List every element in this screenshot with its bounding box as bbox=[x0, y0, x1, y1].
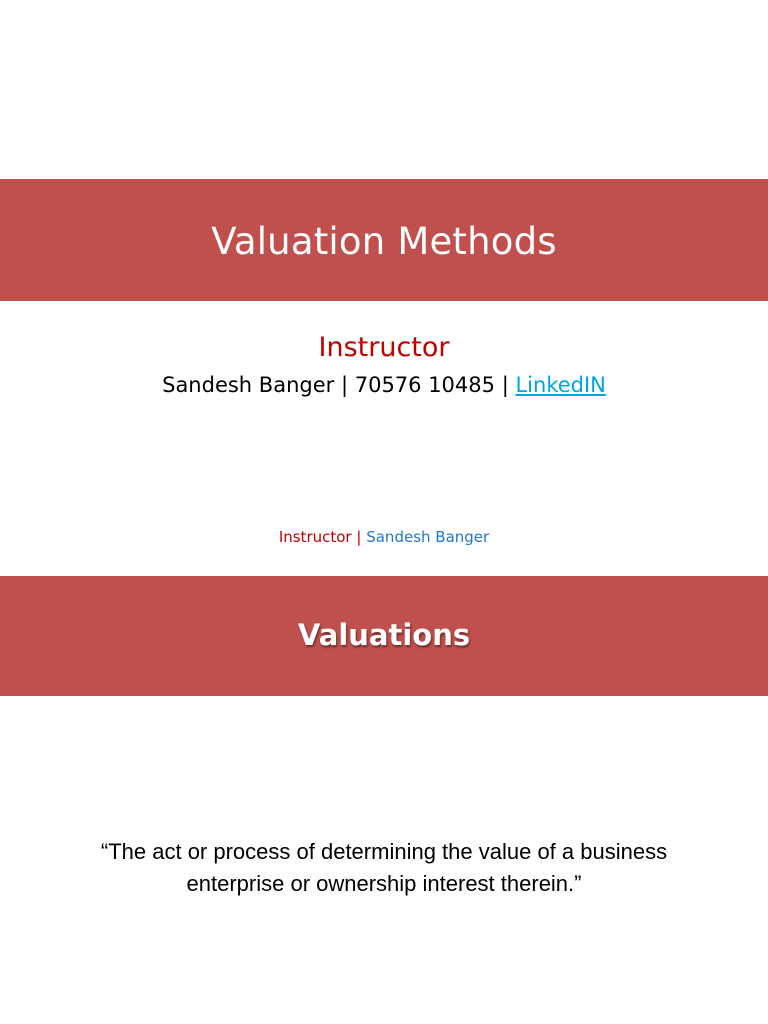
quote-line: “The act or process of determining the value of a business bbox=[100, 839, 668, 864]
section-title: Valuations bbox=[297, 618, 471, 652]
footer-separator: | bbox=[356, 528, 362, 546]
slide-title: Valuation Methods bbox=[211, 219, 557, 263]
footer-label: Instructor bbox=[278, 528, 352, 546]
title-banner bbox=[0, 179, 768, 301]
quote-line: enterprise or ownership interest therein.” bbox=[186, 871, 582, 896]
linkedin-link[interactable]: LinkedIN bbox=[515, 373, 606, 397]
instructor-name: Sandesh Banger bbox=[162, 373, 335, 397]
instructor-heading: Instructor bbox=[318, 332, 450, 363]
separator: | bbox=[501, 373, 509, 397]
slide-footer bbox=[0, 528, 768, 546]
instructor-contact-line bbox=[0, 373, 768, 397]
footer-name: Sandesh Banger bbox=[366, 528, 490, 546]
definition-quote bbox=[60, 836, 708, 900]
instructor-phone: 70576 10485 bbox=[354, 373, 496, 397]
separator: | bbox=[340, 373, 349, 397]
section-banner bbox=[0, 576, 768, 696]
